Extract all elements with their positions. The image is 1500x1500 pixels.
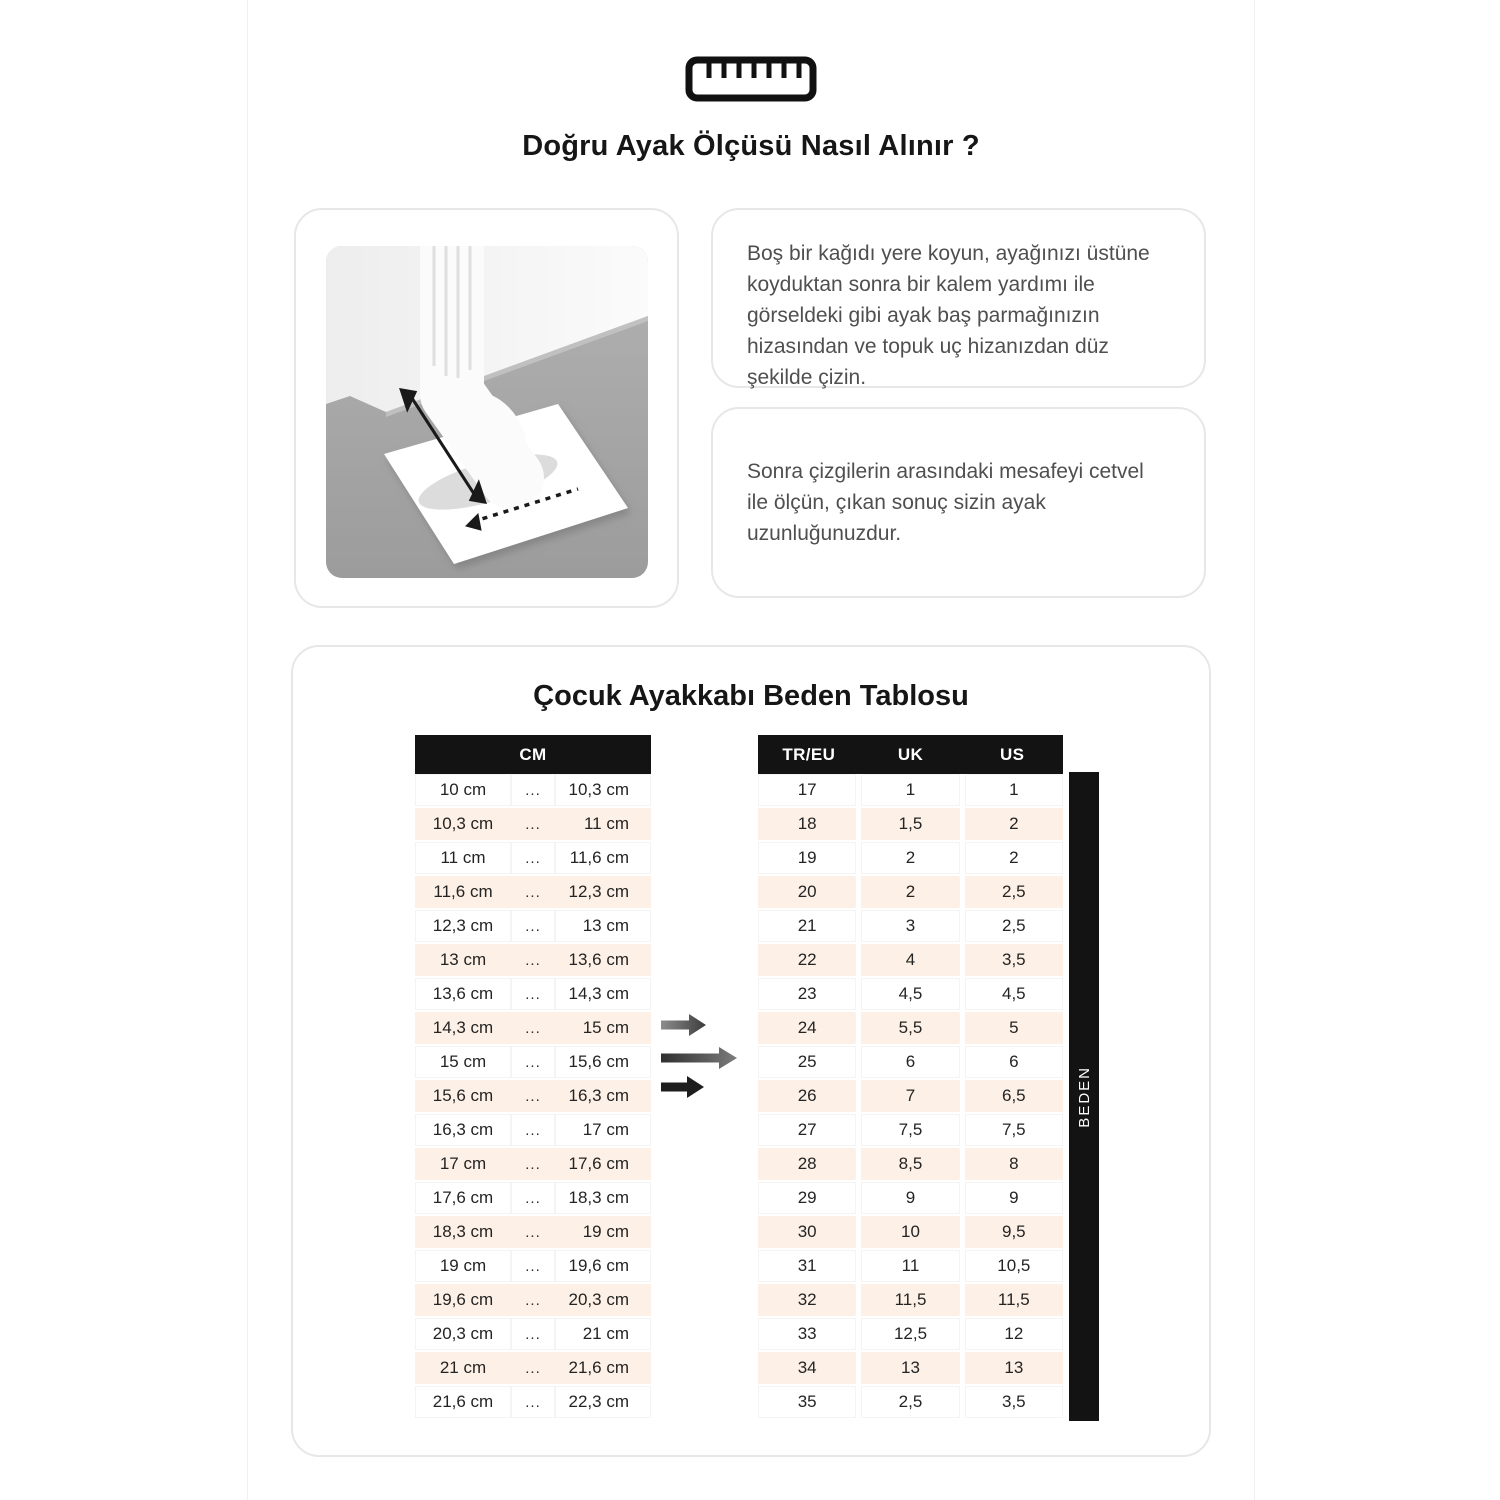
cm-table-row (415, 1114, 651, 1146)
conversion-table-row (758, 1352, 1063, 1384)
conversion-table-row (758, 1080, 1063, 1112)
range-separator: ... (511, 1250, 555, 1282)
size-value-uk: 2 (861, 876, 959, 908)
size-value-uk: 11 (861, 1250, 959, 1282)
size-table-card (291, 645, 1211, 1457)
size-value-tr-eu: 26 (758, 1080, 856, 1112)
instruction-step2-text: Sonra çizgilerin arasındaki mesafeyi cetvel ile ölçün, çıkan sonuç sizin ayak uzunluğunuzdur. (747, 460, 1144, 545)
size-value-tr-eu: 33 (758, 1318, 856, 1350)
range-separator: ... (525, 1019, 541, 1037)
cm-to-value: 15 cm (582, 1018, 629, 1037)
cm-table-row (415, 1318, 651, 1350)
cm-to-value: 12,3 cm (568, 882, 629, 901)
size-value-tr-eu: 29 (758, 1182, 856, 1214)
size-value-us: 5 (965, 1012, 1063, 1044)
cm-to-value: 14,3 cm (555, 978, 651, 1010)
size-value-us: 11,5 (965, 1284, 1063, 1316)
size-table-title: Çocuk Ayakkabı Beden Tablosu (533, 680, 969, 712)
conversion-table-row (758, 1284, 1063, 1316)
conversion-table (758, 735, 1063, 1420)
size-value-tr-eu: 30 (758, 1216, 856, 1248)
size-value-uk: 4,5 (861, 978, 959, 1010)
cm-table-row (415, 774, 651, 806)
conversion-table-row (758, 944, 1063, 976)
size-value-uk: 1 (861, 774, 959, 806)
conversion-table-row (758, 842, 1063, 874)
conversion-header-uk: UK (897, 744, 924, 764)
cm-table-row (415, 1012, 651, 1044)
cm-table-row (415, 1352, 651, 1384)
range-separator: ... (525, 1223, 541, 1241)
size-value-uk: 7,5 (861, 1114, 959, 1146)
size-value-tr-eu: 32 (758, 1284, 856, 1316)
cm-table-row (415, 910, 651, 942)
size-value-uk: 4 (861, 944, 959, 976)
size-value-tr-eu: 35 (758, 1386, 856, 1418)
cm-to-value: 18,3 cm (555, 1182, 651, 1214)
instruction-step1-text: Boş bir kağıdı yere koyun, ayağınızı üstüne koyduktan sonra bir kalem yardımı ile görseldeki gibi ayak baş parmağınızın hizasından ve topuk uç hizanızdan düz şekilde çizin. (747, 242, 1150, 389)
cm-from-value: 14,3 cm (432, 1018, 494, 1037)
size-value-uk: 2 (861, 842, 959, 874)
cm-to-value: 19,6 cm (555, 1250, 651, 1282)
size-value-us: 2,5 (965, 876, 1063, 908)
cm-from-value: 13,6 cm (415, 978, 511, 1010)
size-value-us: 2,5 (965, 910, 1063, 942)
cm-to-value: 13,6 cm (568, 950, 629, 969)
size-value-uk: 3 (861, 910, 959, 942)
cm-table-header: CM (415, 735, 651, 774)
size-value-us: 6,5 (965, 1080, 1063, 1112)
size-value-uk: 9 (861, 1182, 959, 1214)
range-separator: ... (525, 815, 541, 833)
cm-from-value: 21,6 cm (415, 1386, 511, 1418)
size-value-tr-eu: 19 (758, 842, 856, 874)
conversion-table-row (758, 1046, 1063, 1078)
cm-table-row (415, 1148, 651, 1180)
size-value-tr-eu: 17 (758, 774, 856, 806)
range-separator: ... (525, 1155, 541, 1173)
range-separator: ... (511, 1318, 555, 1350)
cm-from-value: 11,6 cm (433, 882, 493, 901)
cm-table-row (415, 842, 651, 874)
cm-to-value: 19 cm (582, 1222, 629, 1241)
size-value-uk: 13 (861, 1352, 959, 1384)
cm-table-row (415, 1046, 651, 1078)
cm-from-value: 12,3 cm (415, 910, 511, 942)
size-value-tr-eu: 20 (758, 876, 856, 908)
size-value-uk: 7 (861, 1080, 959, 1112)
cm-to-value: 11,6 cm (555, 842, 651, 874)
cm-from-value: 17 cm (439, 1154, 487, 1173)
size-value-uk: 5,5 (861, 1012, 959, 1044)
size-value-us: 8 (965, 1148, 1063, 1180)
conversion-table-row (758, 774, 1063, 806)
conversion-table-row (758, 1386, 1063, 1418)
cm-to-value: 17,6 cm (568, 1154, 629, 1173)
conversion-table-row (758, 910, 1063, 942)
conversion-table-row (758, 978, 1063, 1010)
cm-to-value: 13 cm (555, 910, 651, 942)
foot-measure-illustration (326, 246, 648, 578)
cm-table-body (415, 774, 651, 1418)
range-separator: ... (511, 978, 555, 1010)
page-title: Doğru Ayak Ölçüsü Nasıl Alınır ? (522, 130, 980, 162)
range-separator: ... (525, 1291, 541, 1309)
ruler-icon (685, 56, 817, 102)
cm-from-value: 15 cm (415, 1046, 511, 1078)
foot-measure-photo (326, 246, 648, 578)
cm-from-value: 16,3 cm (415, 1114, 511, 1146)
cm-table-row (415, 944, 651, 976)
cm-to-value: 21 cm (555, 1318, 651, 1350)
cm-table (415, 735, 651, 1420)
cm-from-value: 11 cm (415, 842, 511, 874)
cm-table-row (415, 1284, 651, 1316)
size-value-us: 6 (965, 1046, 1063, 1078)
size-value-tr-eu: 28 (758, 1148, 856, 1180)
size-value-tr-eu: 22 (758, 944, 856, 976)
range-separator: ... (525, 951, 541, 969)
cm-to-value: 16,3 cm (568, 1086, 629, 1105)
size-value-tr-eu: 34 (758, 1352, 856, 1384)
range-separator: ... (511, 842, 555, 874)
size-value-tr-eu: 25 (758, 1046, 856, 1078)
range-separator: ... (511, 1114, 555, 1146)
cm-to-value: 22,3 cm (555, 1386, 651, 1418)
size-value-uk: 11,5 (861, 1284, 959, 1316)
size-value-us: 12 (965, 1318, 1063, 1350)
conversion-table-row (758, 1216, 1063, 1248)
range-separator: ... (511, 774, 555, 806)
cm-table-row (415, 1080, 651, 1112)
cm-from-value: 20,3 cm (415, 1318, 511, 1350)
size-value-tr-eu: 23 (758, 978, 856, 1010)
cm-from-value: 13 cm (439, 950, 487, 969)
cm-from-value: 21 cm (439, 1358, 487, 1377)
size-value-tr-eu: 21 (758, 910, 856, 942)
size-value-uk: 2,5 (861, 1386, 959, 1418)
size-value-tr-eu: 27 (758, 1114, 856, 1146)
size-value-us: 3,5 (965, 1386, 1063, 1418)
size-value-uk: 10 (861, 1216, 959, 1248)
range-separator: ... (511, 1046, 555, 1078)
conversion-table-row (758, 1012, 1063, 1044)
conversion-table-body (758, 774, 1063, 1418)
conversion-table-row (758, 1250, 1063, 1282)
range-separator: ... (525, 1359, 541, 1377)
content-area (247, 0, 1255, 1500)
size-value-tr-eu: 31 (758, 1250, 856, 1282)
cm-table-row (415, 1216, 651, 1248)
conversion-table-header (758, 735, 1063, 774)
size-value-us: 3,5 (965, 944, 1063, 976)
size-value-tr-eu: 18 (758, 808, 856, 840)
range-separator: ... (525, 1087, 541, 1105)
size-value-uk: 6 (861, 1046, 959, 1078)
size-value-us: 9 (965, 1182, 1063, 1214)
beden-bar (1069, 772, 1099, 1421)
cm-table-row (415, 978, 651, 1010)
cm-from-value: 18,3 cm (432, 1222, 494, 1241)
conversion-table-row (758, 1114, 1063, 1146)
cm-table-row (415, 808, 651, 840)
conversion-table-row (758, 1318, 1063, 1350)
cm-from-value: 10,3 cm (432, 814, 494, 833)
size-value-uk: 12,5 (861, 1318, 959, 1350)
range-separator: ... (511, 1182, 555, 1214)
size-value-uk: 8,5 (861, 1148, 959, 1180)
size-value-us: 4,5 (965, 978, 1063, 1010)
range-separator: ... (511, 1386, 555, 1418)
cm-from-value: 19 cm (415, 1250, 511, 1282)
range-separator: ... (511, 910, 555, 942)
cm-table-row (415, 876, 651, 908)
conversion-header-tr-eu: TR/EU (782, 744, 836, 764)
size-value-uk: 1,5 (861, 808, 959, 840)
cm-table-row (415, 1182, 651, 1214)
ruler-icon-wrap (248, 56, 1254, 102)
size-value-us: 2 (965, 842, 1063, 874)
cm-to-value: 15,6 cm (555, 1046, 651, 1078)
cm-to-value: 20,3 cm (568, 1290, 629, 1309)
size-value-us: 13 (965, 1352, 1063, 1384)
conversion-table-row (758, 876, 1063, 908)
cm-to-value: 21,6 cm (568, 1358, 629, 1377)
cm-from-value: 15,6 cm (432, 1086, 494, 1105)
cm-from-value: 17,6 cm (415, 1182, 511, 1214)
beden-label: BEDEN (1075, 1065, 1093, 1128)
cm-to-value: 11 cm (583, 814, 629, 833)
cm-table-row (415, 1386, 651, 1418)
cm-to-value: 17 cm (555, 1114, 651, 1146)
conversion-table-row (758, 1182, 1063, 1214)
size-value-us: 7,5 (965, 1114, 1063, 1146)
size-value-tr-eu: 24 (758, 1012, 856, 1044)
range-separator: ... (525, 883, 541, 901)
instruction-step1-card (711, 208, 1206, 388)
instruction-step2-card (711, 407, 1206, 598)
conversion-header-us: US (999, 744, 1025, 764)
conversion-arrows-icon (659, 1013, 751, 1101)
size-value-us: 10,5 (965, 1250, 1063, 1282)
cm-from-value: 10 cm (415, 774, 511, 806)
cm-to-value: 10,3 cm (555, 774, 651, 806)
size-value-us: 1 (965, 774, 1063, 806)
foot-photo-card (294, 208, 679, 608)
size-value-us: 2 (965, 808, 1063, 840)
cm-table-row (415, 1250, 651, 1282)
size-value-us: 9,5 (965, 1216, 1063, 1248)
cm-from-value: 19,6 cm (432, 1290, 494, 1309)
conversion-table-row (758, 1148, 1063, 1180)
conversion-table-row (758, 808, 1063, 840)
